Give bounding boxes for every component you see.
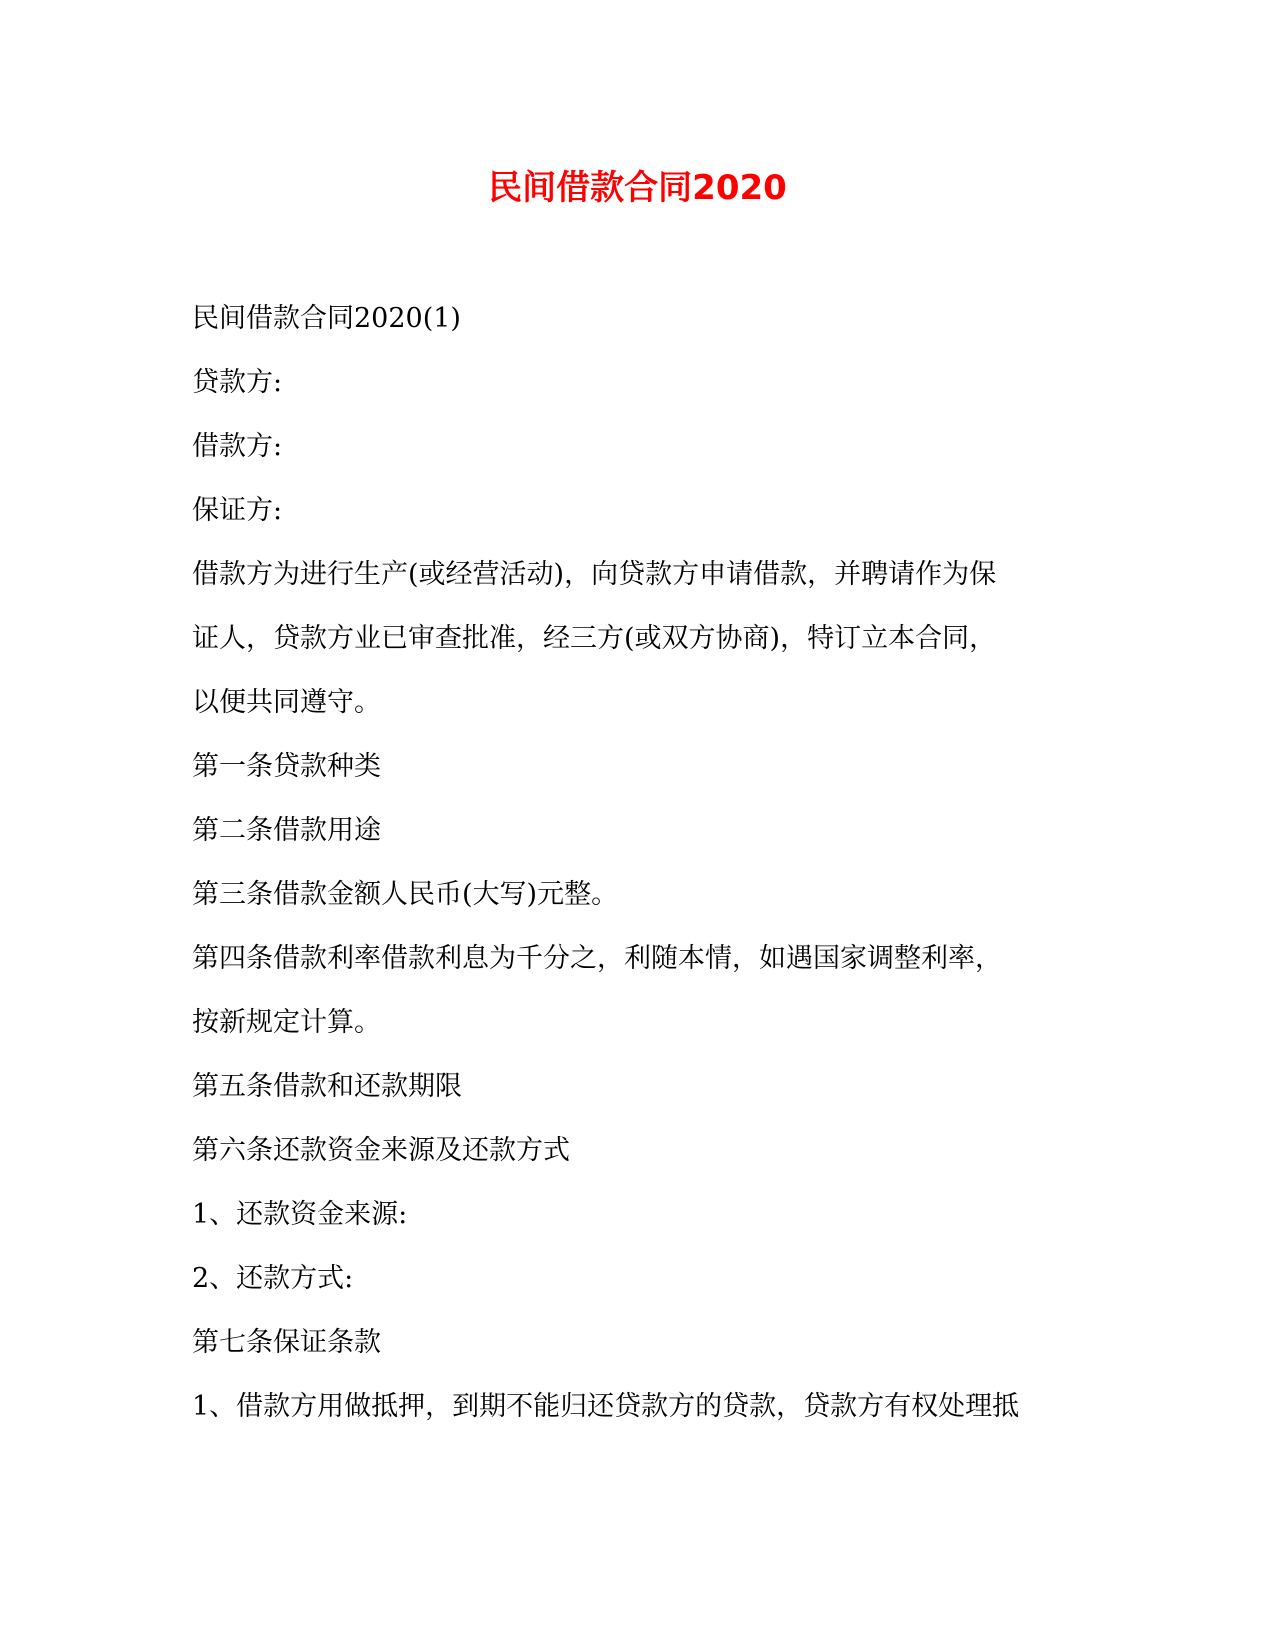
article-1: 第一条贷款种类 xyxy=(192,751,381,782)
article-4-line-1: 第四条借款利率借款利息为千分之，利随本情，如遇国家调整利率， xyxy=(192,943,1002,974)
document-title: 民间借款合同2020 xyxy=(488,168,787,208)
article-2: 第二条借款用途 xyxy=(192,815,381,846)
borrower-line: 借款方: xyxy=(192,431,283,462)
article-3: 第三条借款金额人民币(大写)元整。 xyxy=(192,879,619,910)
preamble-line-3: 以便共同遵守。 xyxy=(192,687,381,718)
guarantor-line: 保证方: xyxy=(192,495,283,526)
preamble-line-2: 证人，贷款方业已审查批准，经三方(或双方协商)，特订立本合同， xyxy=(192,623,997,654)
article-4-line-2: 按新规定计算。 xyxy=(192,1007,381,1038)
article-7: 第七条保证条款 xyxy=(192,1327,381,1358)
lender-line: 贷款方: xyxy=(192,367,283,398)
article-6-item-2: 2、还款方式: xyxy=(192,1263,354,1294)
article-6: 第六条还款资金来源及还款方式 xyxy=(192,1135,570,1166)
document-body xyxy=(192,287,1092,1439)
preamble-line-1: 借款方为进行生产(或经营活动)，向贷款方申请借款，并聘请作为保 xyxy=(192,559,997,590)
article-7-item-1: 1、借款方用做抵押，到期不能归还贷款方的贷款，贷款方有权处理抵 xyxy=(192,1391,1020,1422)
article-5: 第五条借款和还款期限 xyxy=(192,1071,462,1102)
article-6-item-1: 1、还款资金来源: xyxy=(192,1199,408,1230)
subtitle-line: 民间借款合同2020(1) xyxy=(192,303,461,334)
